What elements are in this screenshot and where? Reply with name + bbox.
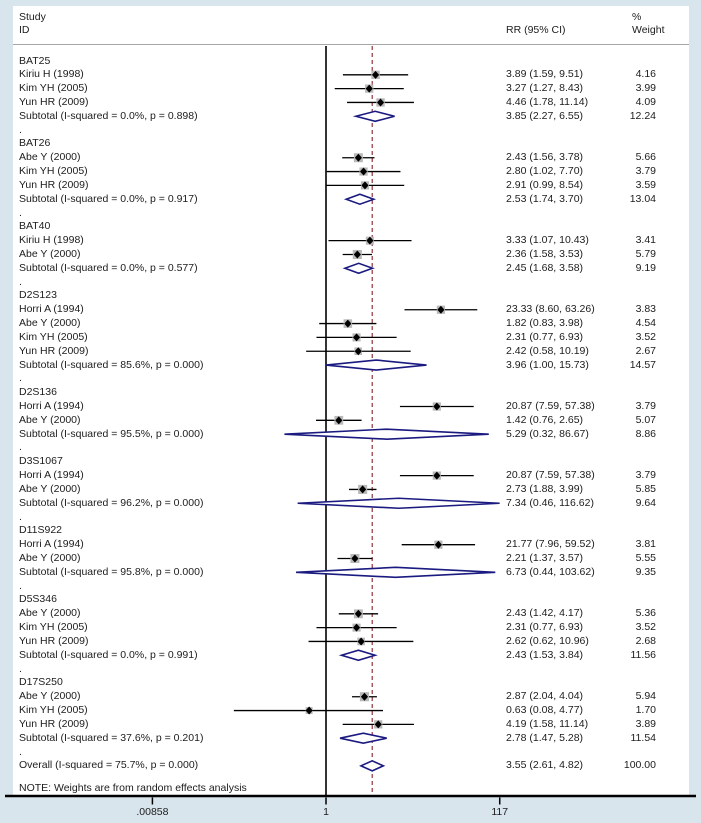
study-rr-value: 1.82 (0.83, 3.98) — [506, 317, 584, 330]
group-label: D3S1067 — [19, 455, 63, 468]
group-label: D2S123 — [19, 289, 57, 302]
group-label: BAT40 — [19, 220, 51, 233]
study-label: Abe Y (2000) — [19, 317, 81, 330]
subtotal-label: Subtotal (I-squared = 95.8%, p = 0.000) — [19, 565, 204, 578]
subtotal-diamond — [356, 111, 395, 121]
study-label: Horri A (1994) — [19, 303, 84, 316]
overall-rr-value: 3.55 (2.61, 4.82) — [506, 759, 584, 772]
study-label: Yun HR (2009) — [19, 178, 89, 191]
study-weight-value: 3.99 — [635, 82, 656, 95]
study-label: Kiriu H (1998) — [19, 68, 84, 81]
study-weight-value: 3.79 — [635, 165, 656, 178]
study-rr-value: 2.91 (0.99, 8.54) — [506, 178, 584, 191]
subtotal-label: Subtotal (I-squared = 0.0%, p = 0.577) — [19, 261, 198, 274]
study-weight-value: 5.85 — [635, 482, 656, 495]
study-weight-value: 3.83 — [635, 303, 656, 316]
header-weight-line1: % — [632, 11, 642, 23]
study-rr-value: 2.43 (1.56, 3.78) — [506, 151, 584, 164]
subtotal-weight-value: 8.86 — [635, 427, 656, 440]
header-rr-column: RR (95% CI) — [506, 24, 566, 36]
subtotal-rr-value: 2.53 (1.74, 3.70) — [506, 192, 584, 205]
group-label: D11S922 — [19, 524, 63, 537]
dot-separator: . — [19, 206, 22, 219]
study-label: Abe Y (2000) — [19, 151, 81, 164]
study-label: Yun HR (2009) — [19, 344, 89, 357]
study-label: Abe Y (2000) — [19, 413, 81, 426]
study-rr-value: 2.43 (1.42, 4.17) — [506, 607, 584, 620]
study-label: Yun HR (2009) — [19, 634, 89, 647]
study-weight-value: 4.09 — [635, 95, 656, 108]
group-label: D5S346 — [19, 593, 57, 606]
subtotal-diamond — [340, 733, 387, 743]
subtotal-weight-value: 9.19 — [635, 261, 656, 274]
header-study-line1: Study — [19, 11, 46, 23]
study-label: Horri A (1994) — [19, 400, 84, 412]
subtotal-weight-value: 13.04 — [629, 192, 656, 205]
study-rr-value: 3.89 (1.59, 9.51) — [506, 68, 584, 81]
study-weight-value: 3.79 — [635, 400, 656, 412]
subtotal-rr-value: 3.96 (1.00, 15.73) — [506, 358, 589, 371]
study-weight-value: 3.52 — [635, 621, 656, 634]
subtotal-rr-value: 3.85 (2.27, 6.55) — [506, 109, 584, 122]
group-label: BAT25 — [19, 54, 51, 67]
dot-separator: . — [19, 441, 22, 454]
subtotal-label: Subtotal (I-squared = 0.0%, p = 0.898) — [19, 109, 198, 122]
group-label: D17S250 — [19, 676, 63, 689]
study-label: Horri A (1994) — [19, 469, 84, 482]
study-rr-value: 3.27 (1.27, 8.43) — [506, 82, 584, 95]
dot-separator: . — [19, 745, 22, 758]
study-weight-value: 5.94 — [635, 690, 656, 703]
subtotal-rr-value: 2.43 (1.53, 3.84) — [506, 648, 584, 661]
subtotal-rr-value: 2.78 (1.47, 5.28) — [506, 731, 584, 744]
subtotal-diamond — [345, 263, 373, 273]
dot-separator: . — [19, 662, 22, 675]
study-weight-value: 3.59 — [635, 178, 656, 191]
study-rr-value: 21.77 (7.96, 59.52) — [506, 538, 595, 551]
study-label: Abe Y (2000) — [19, 247, 81, 260]
study-label: Yun HR (2009) — [19, 717, 89, 730]
study-weight-value: 5.66 — [635, 151, 656, 164]
subtotal-diamond — [284, 429, 488, 439]
subtotal-rr-value: 7.34 (0.46, 116.62) — [506, 496, 594, 509]
axis-tick-label: .00858 — [136, 806, 169, 818]
axis-tick-label: 117 — [491, 806, 509, 818]
study-weight-value: 2.67 — [635, 344, 656, 357]
subtotal-label: Subtotal (I-squared = 85.6%, p = 0.000) — [19, 358, 204, 371]
study-label: Abe Y (2000) — [19, 552, 81, 565]
study-label: Abe Y (2000) — [19, 690, 81, 703]
study-weight-value: 4.16 — [635, 68, 656, 81]
dot-separator: . — [19, 579, 22, 592]
study-weight-value: 5.07 — [635, 413, 656, 426]
subtotal-diamond — [326, 360, 427, 370]
subtotal-diamond — [346, 194, 374, 204]
study-weight-value: 3.52 — [635, 330, 656, 343]
note-text: NOTE: Weights are from random effects analysis — [19, 782, 247, 794]
study-rr-value: 2.80 (1.02, 7.70) — [506, 165, 584, 178]
subtotal-rr-value: 5.29 (0.32, 86.67) — [506, 427, 589, 440]
study-weight-value: 5.36 — [635, 607, 656, 620]
dot-separator: . — [19, 275, 22, 288]
subtotal-weight-value: 12.24 — [629, 109, 656, 122]
subtotal-label: Subtotal (I-squared = 95.5%, p = 0.000) — [19, 427, 204, 440]
study-label: Abe Y (2000) — [19, 607, 81, 620]
study-rr-value: 20.87 (7.59, 57.38) — [506, 400, 595, 412]
study-rr-value: 2.31 (0.77, 6.93) — [506, 330, 584, 343]
study-rr-value: 23.33 (8.60, 63.26) — [506, 303, 595, 316]
header-weight-line2: Weight — [632, 24, 665, 36]
study-rr-value: 2.21 (1.37, 3.57) — [506, 552, 584, 565]
subtotal-rr-value: 6.73 (0.44, 103.62) — [506, 565, 595, 578]
overall-label: Overall (I-squared = 75.7%, p = 0.000) — [19, 759, 199, 772]
study-weight-value: 5.55 — [635, 552, 656, 565]
study-label: Yun HR (2009) — [19, 95, 89, 108]
subtotal-diamond — [298, 498, 500, 508]
study-weight-value: 3.81 — [635, 538, 656, 551]
subtotal-label: Subtotal (I-squared = 0.0%, p = 0.917) — [19, 192, 198, 205]
study-rr-value: 2.73 (1.88, 3.99) — [506, 482, 584, 495]
study-label: Kim YH (2005) — [19, 165, 88, 178]
overall-weight-value: 100.00 — [623, 759, 656, 772]
subtotal-rr-value: 2.45 (1.68, 3.58) — [506, 261, 584, 274]
study-label: Kim YH (2005) — [19, 704, 88, 717]
dot-separator: . — [19, 510, 22, 523]
study-label: Kim YH (2005) — [19, 82, 88, 95]
subtotal-label: Subtotal (I-squared = 37.6%, p = 0.201) — [19, 731, 204, 744]
study-label: Kiriu H (1998) — [19, 234, 84, 247]
study-rr-value: 2.31 (0.77, 6.93) — [506, 621, 584, 634]
study-rr-value: 2.87 (2.04, 4.04) — [506, 690, 584, 703]
subtotal-diamond — [342, 650, 376, 660]
subtotal-label: Subtotal (I-squared = 96.2%, p = 0.000) — [19, 496, 204, 509]
study-weight-value: 1.70 — [635, 704, 656, 717]
study-weight-value: 4.54 — [635, 317, 656, 330]
subtotal-weight-value: 14.57 — [629, 358, 656, 371]
subtotal-weight-value: 9.64 — [635, 496, 656, 509]
study-rr-value: 2.42 (0.58, 10.19) — [506, 344, 589, 357]
subtotal-label: Subtotal (I-squared = 0.0%, p = 0.991) — [19, 648, 198, 661]
overall-diamond — [361, 761, 383, 771]
subtotal-weight-value: 11.54 — [630, 731, 656, 744]
study-label: Horri A (1994) — [19, 538, 84, 551]
study-rr-value: 20.87 (7.59, 57.38) — [506, 469, 595, 482]
study-rr-value: 4.46 (1.78, 11.14) — [506, 95, 589, 108]
study-weight-value: 5.79 — [635, 247, 656, 260]
header-study-line2: ID — [19, 24, 30, 36]
study-rr-value: 1.42 (0.76, 2.65) — [506, 413, 584, 426]
dot-separator: . — [19, 372, 22, 385]
subtotal-weight-value: 11.56 — [630, 648, 656, 661]
study-label: Kim YH (2005) — [19, 621, 88, 634]
study-weight-value: 3.89 — [635, 717, 656, 730]
axis-tick-label: 1 — [323, 806, 329, 818]
dot-separator: . — [19, 123, 22, 136]
study-rr-value: 3.33 (1.07, 10.43) — [506, 234, 589, 247]
study-rr-value: 2.36 (1.58, 3.53) — [506, 247, 584, 260]
study-rr-value: 4.19 (1.58, 11.14) — [506, 717, 589, 730]
study-label: Kim YH (2005) — [19, 330, 88, 343]
subtotal-weight-value: 9.35 — [635, 565, 656, 578]
study-rr-value: 0.63 (0.08, 4.77) — [506, 704, 584, 717]
study-rr-value: 2.62 (0.62, 10.96) — [506, 634, 589, 647]
study-weight-value: 3.41 — [635, 234, 656, 247]
study-label: Abe Y (2000) — [19, 482, 81, 495]
group-label: D2S136 — [19, 386, 57, 399]
study-weight-value: 2.68 — [635, 634, 656, 647]
group-label: BAT26 — [19, 137, 51, 150]
study-weight-value: 3.79 — [635, 469, 656, 482]
